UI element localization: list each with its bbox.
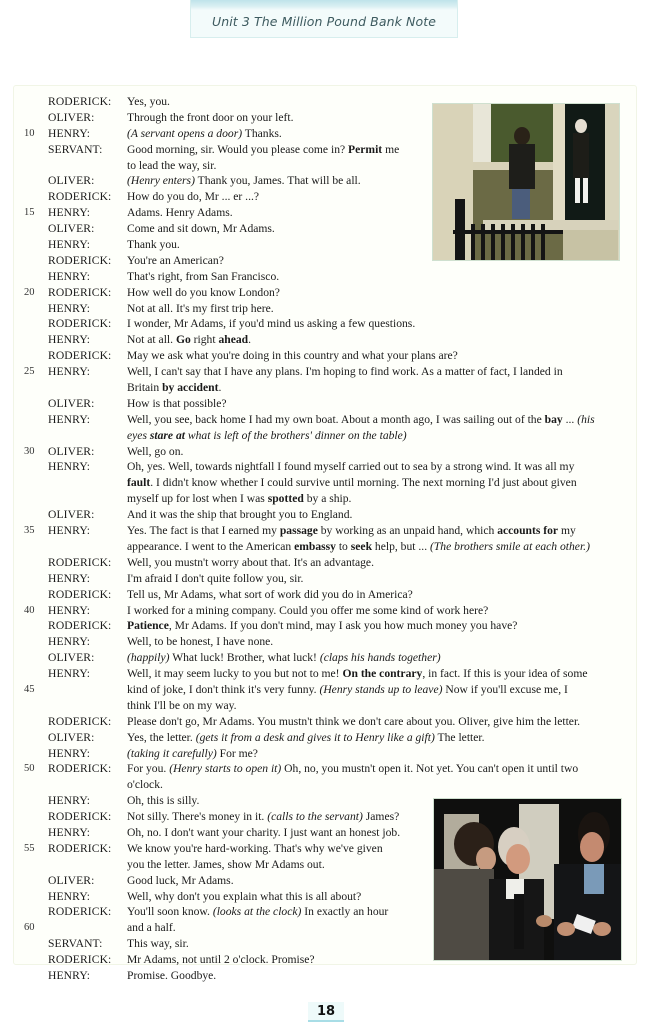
script-line bbox=[0, 666, 650, 682]
script-line bbox=[0, 221, 650, 237]
script-line bbox=[0, 698, 650, 714]
speaker-name: HENRY: bbox=[48, 825, 91, 839]
dialogue-text: Please don't go, Mr Adams. You mustn't think we don't care about you. Oliver, give him the letter. bbox=[127, 714, 581, 728]
speaker-name: RODERICK: bbox=[48, 285, 112, 299]
dialogue-text: This way, sir. bbox=[127, 937, 189, 951]
speaker-name: HENRY: bbox=[48, 206, 91, 220]
speaker-name: HENRY: bbox=[48, 524, 91, 538]
dialogue-text: You'll soon know. (looks at the clock) In exactly an hour bbox=[127, 905, 389, 919]
script-line bbox=[0, 873, 650, 889]
speaker-name: RODERICK: bbox=[48, 810, 112, 824]
dialogue-text: Britain by accident. bbox=[127, 381, 222, 395]
speaker-name: OLIVER: bbox=[48, 396, 95, 410]
speaker-name: HENRY: bbox=[48, 889, 91, 903]
script-line bbox=[0, 793, 650, 809]
speaker-name: HENRY: bbox=[48, 667, 91, 681]
dialogue-text: (taking it carefully) For me? bbox=[127, 746, 258, 760]
dialogue-text: (Henry enters) Thank you, James. That will be all. bbox=[127, 174, 361, 188]
script-line bbox=[0, 682, 650, 698]
speaker-name: HENRY: bbox=[48, 126, 91, 140]
script-line bbox=[0, 968, 650, 984]
speaker-name: RODERICK: bbox=[48, 905, 112, 919]
speaker-name: HENRY: bbox=[48, 794, 91, 808]
script-line bbox=[0, 603, 650, 619]
dialogue-text: You're an American? bbox=[127, 253, 224, 267]
speaker-name: HENRY: bbox=[48, 746, 91, 760]
speaker-name: HENRY: bbox=[48, 412, 91, 426]
dialogue-text: kind of joke, I don't think it's very funny. (Henry stands up to leave) Now if you'll excuse me, I bbox=[127, 682, 568, 696]
dialogue-text: Through the front door on your left. bbox=[127, 110, 294, 124]
dialogue-text: Well, it may seem lucky to you but not to me! On the contrary, in fact. If this is your idea of some bbox=[127, 667, 588, 681]
speaker-name: RODERICK: bbox=[48, 253, 112, 267]
dialogue-text: Tell us, Mr Adams, what sort of work did you do in America? bbox=[127, 587, 413, 601]
speaker-name: RODERICK: bbox=[48, 762, 112, 776]
dialogue-text: Promise. Goodbye. bbox=[127, 968, 217, 982]
dialogue-text: How do you do, Mr ... er ...? bbox=[127, 190, 260, 204]
script-line bbox=[0, 618, 650, 634]
speaker-name: OLIVER: bbox=[48, 651, 95, 665]
header-wave-decoration bbox=[191, 0, 457, 10]
dialogue-text: myself up for lost when I was spotted by a ship. bbox=[127, 492, 352, 506]
script-line bbox=[0, 396, 650, 412]
dialogue-text: to lead the way, sir. bbox=[127, 158, 217, 172]
unit-title: Unit 3 The Million Pound Bank Note bbox=[211, 14, 437, 29]
script-line bbox=[0, 158, 650, 174]
script-line bbox=[0, 269, 650, 285]
speaker-name: RODERICK: bbox=[48, 619, 112, 633]
dialogue-text: Mr Adams, not until 2 o'clock. Promise? bbox=[127, 953, 315, 967]
speaker-name: HENRY: bbox=[48, 635, 91, 649]
dialogue-text: Good morning, sir. Would you please come in? Permit me bbox=[127, 142, 400, 156]
speaker-name: HENRY: bbox=[48, 365, 91, 379]
play-script bbox=[0, 94, 650, 984]
line-number: 15 bbox=[24, 207, 35, 219]
line-number: 40 bbox=[24, 604, 35, 616]
dialogue-text: and a half. bbox=[127, 921, 176, 935]
dialogue-text: Well, go on. bbox=[127, 444, 184, 458]
dialogue-text: Thank you. bbox=[127, 238, 180, 252]
script-line bbox=[0, 761, 650, 777]
line-number: 10 bbox=[24, 127, 35, 139]
script-line bbox=[0, 428, 650, 444]
script-line bbox=[0, 507, 650, 523]
dialogue-text: (A servant opens a door) Thanks. bbox=[127, 126, 282, 140]
script-line bbox=[0, 94, 650, 110]
unit-header-banner bbox=[190, 0, 458, 38]
dialogue-text: appearance. I went to the American embassy to seek help, but ... (The brothers smile at each other.) bbox=[127, 539, 590, 553]
line-number: 50 bbox=[24, 763, 35, 775]
script-line bbox=[0, 555, 650, 571]
script-line bbox=[0, 412, 650, 428]
dialogue-text: Come and sit down, Mr Adams. bbox=[127, 222, 275, 236]
speaker-name: OLIVER: bbox=[48, 174, 95, 188]
dialogue-text: Oh, no. I don't want your charity. I just want an honest job. bbox=[127, 825, 401, 839]
script-line bbox=[0, 634, 650, 650]
script-line bbox=[0, 189, 650, 205]
dialogue-text: That's right, from San Francisco. bbox=[127, 269, 280, 283]
dialogue-text: fault. I didn't know whether I could survive until morning. The next morning I'd just about given bbox=[127, 476, 577, 490]
script-line bbox=[0, 523, 650, 539]
speaker-name: RODERICK: bbox=[48, 95, 112, 108]
script-line bbox=[0, 253, 650, 269]
speaker-name: OLIVER: bbox=[48, 730, 95, 744]
script-line bbox=[0, 316, 650, 332]
dialogue-text: Not at all. It's my first trip here. bbox=[127, 301, 274, 315]
line-number: 45 bbox=[24, 683, 35, 695]
script-line bbox=[0, 332, 650, 348]
script-line bbox=[0, 650, 650, 666]
script-line bbox=[0, 952, 650, 968]
dialogue-text: Yes, you. bbox=[127, 95, 170, 108]
speaker-name: RODERICK: bbox=[48, 841, 112, 855]
script-line bbox=[0, 237, 650, 253]
line-number: 25 bbox=[24, 366, 35, 378]
line-number: 60 bbox=[24, 922, 35, 934]
speaker-name: OLIVER: bbox=[48, 508, 95, 522]
script-line bbox=[0, 571, 650, 587]
speaker-name: OLIVER: bbox=[48, 110, 95, 124]
speaker-name: HENRY: bbox=[48, 333, 91, 347]
line-number: 35 bbox=[24, 525, 35, 537]
line-number: 55 bbox=[24, 842, 35, 854]
script-line bbox=[0, 475, 650, 491]
speaker-name: RODERICK: bbox=[48, 953, 112, 967]
dialogue-text: think I'll be on my way. bbox=[127, 698, 237, 712]
script-line bbox=[0, 348, 650, 364]
dialogue-text: For you. (Henry starts to open it) Oh, no, you mustn't open it. Not yet. You can't open it until two bbox=[127, 762, 579, 776]
script-line bbox=[0, 364, 650, 380]
script-line bbox=[0, 142, 650, 158]
speaker-name: HENRY: bbox=[48, 603, 91, 617]
dialogue-text: Well, why don't you explain what this is all about? bbox=[127, 889, 362, 903]
speaker-name: RODERICK: bbox=[48, 190, 112, 204]
script-line bbox=[0, 587, 650, 603]
dialogue-text: Oh, yes. Well, towards nightfall I found myself carried out to sea by a strong wind. It was all my bbox=[127, 460, 575, 474]
speaker-name: RODERICK: bbox=[48, 587, 112, 601]
speaker-name: RODERICK: bbox=[48, 317, 112, 331]
dialogue-text: o'clock. bbox=[127, 778, 163, 792]
dialogue-text: Well, to be honest, I have none. bbox=[127, 635, 274, 649]
script-line bbox=[0, 539, 650, 555]
dialogue-text: Well, you see, back home I had my own boat. About a month ago, I was sailing out of the bay ... (his bbox=[127, 412, 595, 426]
script-line bbox=[0, 444, 650, 460]
speaker-name: OLIVER: bbox=[48, 444, 95, 458]
dialogue-text: Good luck, Mr Adams. bbox=[127, 873, 234, 887]
script-line bbox=[0, 173, 650, 189]
dialogue-text: Not at all. Go right ahead. bbox=[127, 333, 252, 347]
script-line bbox=[0, 809, 650, 825]
dialogue-text: I wonder, Mr Adams, if you'd mind us asking a few questions. bbox=[127, 317, 416, 331]
speaker-name: RODERICK: bbox=[48, 555, 112, 569]
speaker-name: HENRY: bbox=[48, 571, 91, 585]
script-line bbox=[0, 491, 650, 507]
script-line bbox=[0, 285, 650, 301]
dialogue-text: Well, I can't say that I have any plans. I'm hoping to find work. As a matter of fact, I landed in bbox=[127, 365, 563, 379]
dialogue-text: Oh, this is silly. bbox=[127, 794, 200, 808]
script-line bbox=[0, 841, 650, 857]
script-line bbox=[0, 857, 650, 873]
speaker-name: RODERICK: bbox=[48, 349, 112, 363]
speaker-name: RODERICK: bbox=[48, 714, 112, 728]
dialogue-text: May we ask what you're doing in this country and what your plans are? bbox=[127, 349, 458, 363]
dialogue-text: Yes, the letter. (gets it from a desk and gives it to Henry like a gift) The letter. bbox=[127, 730, 485, 744]
script-line bbox=[0, 889, 650, 905]
speaker-name: OLIVER: bbox=[48, 873, 95, 887]
dialogue-text: And it was the ship that brought you to England. bbox=[127, 508, 353, 522]
dialogue-text: Not silly. There's money in it. (calls to the servant) James? bbox=[127, 810, 400, 824]
script-line bbox=[0, 904, 650, 920]
script-line bbox=[0, 301, 650, 317]
script-line bbox=[0, 714, 650, 730]
dialogue-text: How is that possible? bbox=[127, 396, 227, 410]
dialogue-text: Patience, Mr Adams. If you don't mind, may I ask you how much money you have? bbox=[127, 619, 518, 633]
script-line bbox=[0, 126, 650, 142]
dialogue-text: Yes. The fact is that I earned my passage by working as an unpaid hand, which accounts for my bbox=[127, 524, 576, 538]
script-line bbox=[0, 825, 650, 841]
script-line bbox=[0, 730, 650, 746]
speaker-name: HENRY: bbox=[48, 460, 91, 474]
dialogue-text: eyes stare at what is left of the brothers' dinner on the table) bbox=[127, 428, 407, 442]
speaker-name: HENRY: bbox=[48, 269, 91, 283]
script-line bbox=[0, 936, 650, 952]
script-line bbox=[0, 110, 650, 126]
dialogue-text: (happily) What luck! Brother, what luck! (claps his hands together) bbox=[127, 651, 441, 665]
speaker-name: SERVANT: bbox=[48, 937, 103, 951]
dialogue-text: you the letter. James, show Mr Adams out. bbox=[127, 857, 325, 871]
script-line bbox=[0, 777, 650, 793]
speaker-name: HENRY: bbox=[48, 238, 91, 252]
script-line bbox=[0, 920, 650, 936]
page-number: 18 bbox=[308, 1002, 344, 1022]
script-line bbox=[0, 746, 650, 762]
speaker-name: HENRY: bbox=[48, 968, 91, 982]
script-line bbox=[0, 380, 650, 396]
dialogue-text: How well do you know London? bbox=[127, 285, 280, 299]
dialogue-text: We know you're hard-working. That's why we've given bbox=[127, 841, 383, 855]
line-number: 30 bbox=[24, 445, 35, 457]
dialogue-text: I worked for a mining company. Could you offer me some kind of work here? bbox=[127, 603, 489, 617]
speaker-name: SERVANT: bbox=[48, 142, 103, 156]
dialogue-text: Well, you mustn't worry about that. It's an advantage. bbox=[127, 555, 374, 569]
speaker-name: OLIVER: bbox=[48, 222, 95, 236]
script-line bbox=[0, 459, 650, 475]
dialogue-text: Adams. Henry Adams. bbox=[127, 206, 233, 220]
line-number: 20 bbox=[24, 286, 35, 298]
script-line bbox=[0, 205, 650, 221]
speaker-name: HENRY: bbox=[48, 301, 91, 315]
dialogue-text: I'm afraid I don't quite follow you, sir. bbox=[127, 571, 304, 585]
